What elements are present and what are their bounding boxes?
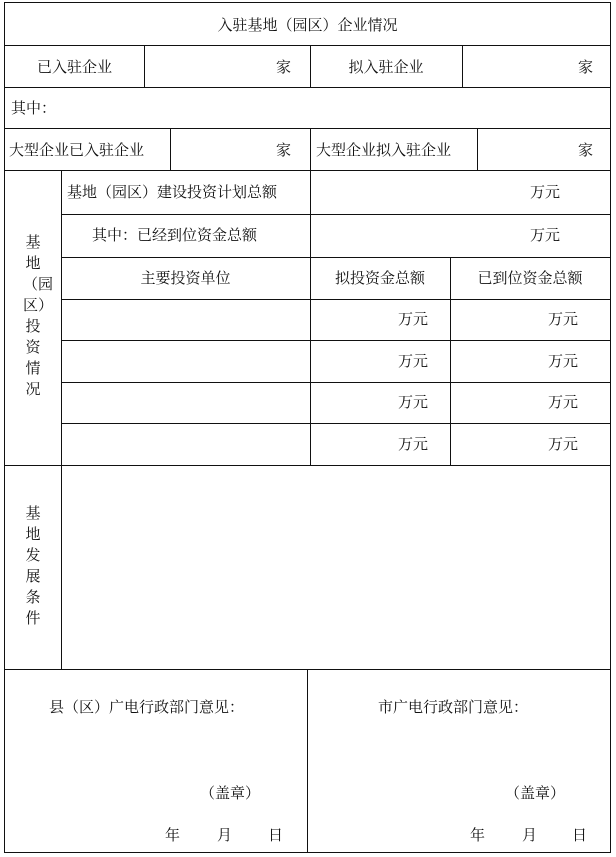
city-date-month: 月 (522, 826, 538, 844)
rule (61, 423, 610, 424)
row-3-planned-unit: 万元 (398, 393, 429, 411)
row-4-arrived-unit: 万元 (548, 435, 579, 453)
form-title: 入驻基地（园区）企业情况 (217, 16, 398, 34)
row-2-arrived-unit: 万元 (548, 352, 579, 370)
planned-enterprises-label: 拟入驻企业 (348, 58, 424, 76)
conditions-side-label: 基地发展条件 (25, 504, 41, 627)
row-1-planned-unit: 万元 (398, 310, 429, 328)
among-label: 其中： (11, 99, 57, 117)
county-opinion-label: 县（区）广电行政部门意见： (49, 698, 245, 716)
rule (5, 465, 610, 466)
rule (144, 45, 145, 87)
rule (61, 257, 610, 258)
rule (61, 382, 610, 383)
county-seal: （盖章） (200, 784, 261, 802)
large-planned-unit: 家 (578, 141, 594, 159)
large-settled-label: 大型企业已入驻企业 (9, 141, 145, 159)
settled-enterprises-unit: 家 (276, 58, 292, 76)
settled-enterprises-label: 已入驻企业 (36, 58, 112, 76)
county-date-month: 月 (217, 826, 233, 844)
rule (477, 128, 478, 170)
large-settled-unit: 家 (276, 141, 292, 159)
county-date-day: 日 (268, 826, 284, 844)
large-planned-label: 大型企业拟入驻企业 (316, 141, 452, 159)
col-header-investor: 主要投资单位 (140, 269, 231, 287)
plan-total-unit: 万元 (530, 183, 561, 201)
county-date-year: 年 (165, 826, 181, 844)
row-4-planned-unit: 万元 (398, 435, 429, 453)
rule (450, 257, 451, 465)
investment-side-label: 基地（园区）投资情况 (23, 233, 54, 398)
col-header-arrived: 已到位资金总额 (477, 269, 583, 287)
row-1-arrived-unit: 万元 (548, 310, 579, 328)
planned-enterprises-unit: 家 (578, 58, 594, 76)
rule (5, 45, 610, 46)
city-date-day: 日 (572, 826, 588, 844)
city-seal: （盖章） (505, 784, 566, 802)
rule (61, 170, 62, 669)
plan-total-label: 基地（园区）建设投资计划总额 (67, 183, 278, 201)
rule (307, 669, 308, 852)
rule (61, 299, 610, 300)
rule (310, 128, 311, 170)
city-opinion-label: 市广电行政部门意见： (378, 698, 529, 716)
rule (310, 170, 311, 465)
rule (5, 170, 610, 171)
rule (5, 128, 610, 129)
row-2-planned-unit: 万元 (398, 352, 429, 370)
form-table (4, 2, 611, 853)
arrived-total-unit: 万元 (530, 226, 561, 244)
rule (5, 87, 610, 88)
row-3-arrived-unit: 万元 (548, 393, 579, 411)
rule (170, 128, 171, 170)
rule (61, 340, 610, 341)
city-date-year: 年 (470, 826, 486, 844)
col-header-planned: 拟投资金总额 (334, 269, 425, 287)
rule (462, 45, 463, 87)
arrived-total-label: 其中：已经到位资金总额 (92, 226, 258, 244)
rule (61, 214, 610, 215)
